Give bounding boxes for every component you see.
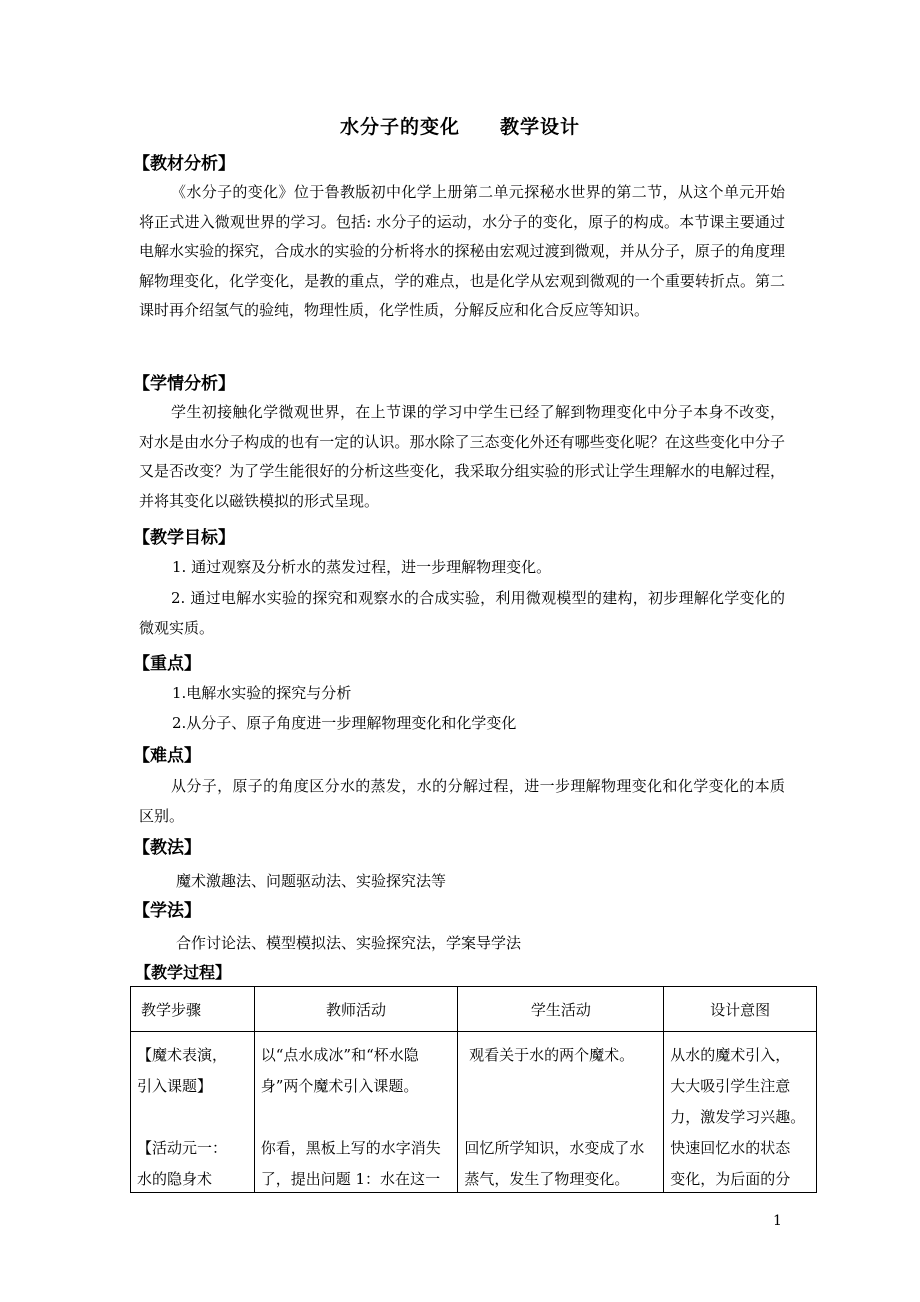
learning-methods-text: 合作讨论法、模型模拟法、实验探究法，学案导学法 bbox=[176, 934, 522, 952]
intent-line: 从水的魔术引入， bbox=[670, 1046, 791, 1064]
heading-teaching-goals: 【教学目标】 bbox=[133, 528, 235, 548]
heading-key-points: 【重点】 bbox=[133, 654, 201, 674]
heading-teaching-process: 【教学过程】 bbox=[135, 963, 232, 982]
key-point-1: 1.电解水实验的探究与分析 bbox=[172, 684, 352, 702]
intent-line: 力，激发学习兴趣。 bbox=[670, 1108, 806, 1126]
goal-item-2: 2. 通过电解水实验的探究和观察水的合成实验，利用微观模型的建构，初步理解化学变化的微观实质。 bbox=[139, 589, 785, 637]
student-line: 观看关于水的两个魔术。 bbox=[464, 1046, 635, 1064]
cell-design-intent bbox=[664, 1032, 817, 1193]
teaching-methods-text: 魔术激趣法、问题驱动法、实验探究法等 bbox=[176, 872, 447, 890]
student-line: 蒸气，发生了物理变化。 bbox=[464, 1170, 630, 1188]
step-line: 【魔术表演， bbox=[137, 1046, 228, 1064]
paragraph-material-analysis: 《水分子的变化》位于鲁教版初中化学上册第二单元探秘水世界的第二节，从这个单元开始将正式进入微观世界的学习。包括: 水分子的运动，水分子的变化，原子的构成。本节课主要通过电解水实验的探究，合成水的实验的分析将水的探秘由宏观过渡到微观，并从分子，原子的角度理解物理变化，化学变化，是教的重点，学的难点，也是化学从宏观到微观的一个重要转折点。第二课时再介绍氢气的验纯，物理性质，化学性质，分解反应和化合反应等知识。 bbox=[139, 183, 785, 319]
heading-teaching-methods: 【教法】 bbox=[133, 838, 201, 858]
document-title bbox=[0, 112, 920, 139]
page-number: 1 bbox=[773, 1213, 782, 1229]
heading-learning-methods: 【学法】 bbox=[133, 901, 201, 921]
title-sub: 教学设计 bbox=[500, 116, 581, 138]
step-line: 水的隐身术 bbox=[137, 1170, 213, 1188]
teacher-line: 了，提出问题 1：水在这一 bbox=[260, 1170, 441, 1188]
cell-teacher-activity bbox=[254, 1032, 458, 1193]
heading-difficulties: 【难点】 bbox=[133, 746, 201, 766]
table-row bbox=[131, 1032, 817, 1193]
table-header-row bbox=[131, 987, 817, 1032]
cell-teaching-step bbox=[131, 1032, 255, 1193]
header-teaching-step: 教学步骤 bbox=[131, 987, 255, 1032]
intent-line: 快速回忆水的状态 bbox=[670, 1139, 791, 1157]
teacher-line: 你看，黑板上写的水字消失 bbox=[260, 1139, 441, 1157]
key-point-2: 2.从分子、原子角度进一步理解物理变化和化学变化 bbox=[172, 714, 517, 732]
goal-item-1: 1. 通过观察及分析水的蒸发过程，进一步理解物理变化。 bbox=[172, 558, 552, 576]
header-design-intent: 设计意图 bbox=[664, 987, 817, 1032]
student-line: 回忆所学知识，水变成了水 bbox=[464, 1139, 645, 1157]
cell-student-activity bbox=[458, 1032, 664, 1193]
title-main: 水分子的变化 bbox=[339, 116, 460, 138]
heading-material-analysis: 【教材分析】 bbox=[133, 154, 235, 174]
paragraph-difficulties: 从分子，原子的角度区分水的蒸发，水的分解过程，进一步理解物理变化和化学变化的本质区别。 bbox=[139, 777, 785, 825]
paragraph-student-analysis: 学生初接触化学微观世界，在上节课的学习中学生已经了解到物理变化中分子本身不改变，对水是由水分子构成的也有一定的认识。那水除了三态变化外还有哪些变化呢？在这些变化中分子又是否改变？为了学生能很好的分析这些变化，我采取分组实验的形式让学生理解水的电解过程，并将其变化以磁铁模拟的形式呈现。 bbox=[139, 403, 785, 510]
teacher-line: 身”两个魔术引入课题。 bbox=[260, 1077, 419, 1095]
intent-line: 变化，为后面的分 bbox=[670, 1170, 791, 1188]
header-teacher-activity: 教师活动 bbox=[254, 987, 458, 1032]
teacher-line: 以“点水成冰”和“杯水隐 bbox=[260, 1046, 419, 1064]
heading-student-analysis: 【学情分析】 bbox=[133, 374, 235, 394]
header-student-activity: 学生活动 bbox=[458, 987, 664, 1032]
step-line: 引入课题】 bbox=[137, 1077, 213, 1095]
step-line: 【活动元一： bbox=[137, 1139, 228, 1157]
teaching-process-table bbox=[130, 986, 817, 1193]
intent-line: 大大吸引学生注意 bbox=[670, 1077, 791, 1095]
